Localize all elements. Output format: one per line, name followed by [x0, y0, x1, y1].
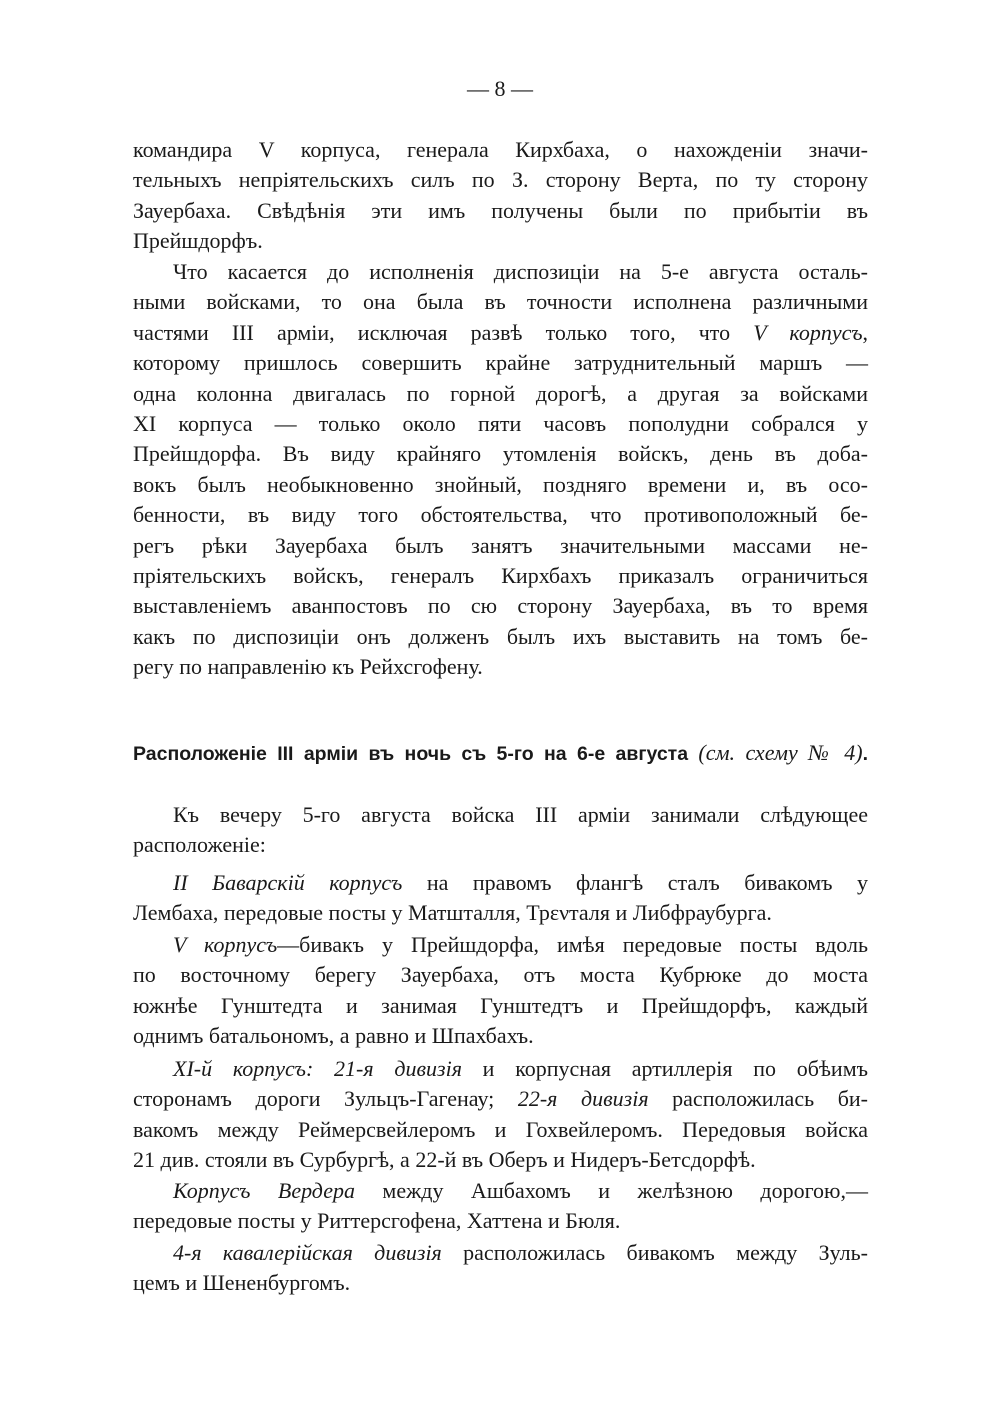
- italic-text: XI-й корпусъ: 21-я дивизія: [173, 1056, 462, 1081]
- text: регу по направленію къ Рейхсгофену.: [133, 654, 483, 680]
- text-line: [133, 257, 868, 287]
- text: регъ рѣки Зауербаха былъ занятъ значительными массами не-: [133, 532, 868, 558]
- text: и корпусная артиллерія по обѣимъ: [461, 1056, 868, 1081]
- text: передовые посты у Риттерсгофена, Хаттена и Бюля.: [133, 1208, 621, 1234]
- text: сторонамъ дороги Зульцъ-Гагенау;: [133, 1086, 518, 1112]
- text: Что касается до исполненія диспозиціи на 5-е августа осталь-: [173, 259, 868, 284]
- text-line: [133, 500, 868, 530]
- heading-text: Расположеніе III арміи въ ночь съ 5-го на 6-е августа: [133, 743, 699, 765]
- text: однимъ батальономъ, а равно и Шпахбахъ.: [133, 1023, 534, 1049]
- text-line: [133, 318, 868, 348]
- paragraph: [133, 800, 868, 861]
- text: расположеніе:: [133, 832, 266, 858]
- text-line: [133, 379, 868, 409]
- paragraph: [133, 1238, 868, 1299]
- text-line: [133, 898, 868, 928]
- italic-text: V корпусъ: [173, 932, 278, 957]
- text: бенности, въ виду того обстоятельства, что противоположный бе-: [133, 502, 868, 528]
- text-line: [133, 1268, 868, 1298]
- text: по восточному берегу Зауербаха, отъ моста Кубрюке до моста: [133, 962, 868, 988]
- text: которому пришлось совершить крайне затруднительный маршъ —: [133, 350, 868, 376]
- paragraph: [133, 1176, 868, 1237]
- italic-text: 22-я дивизія: [517, 1086, 649, 1112]
- text-line: [133, 930, 868, 960]
- section-heading: [133, 738, 868, 769]
- text: 21 див. стояли въ Сурбургѣ, а 22-й въ Оберъ и Нидеръ-Бетсдорфѣ.: [133, 1147, 756, 1173]
- text-line: [133, 1176, 868, 1206]
- text: Прейшдорфа. Въ виду крайняго утомленія войскъ, день въ доба-: [133, 441, 868, 467]
- paragraph: [133, 930, 868, 1052]
- text-line: [133, 409, 868, 439]
- text: расположилась бивакомъ между Зуль-: [441, 1240, 868, 1265]
- text: расположилась би-: [648, 1086, 868, 1112]
- text-line: [133, 196, 868, 226]
- text-line: [133, 830, 868, 860]
- text: —бивакъ у Прейшдорфа, имѣя передовые посты вдоль: [277, 932, 869, 957]
- paragraph: [133, 1054, 868, 1176]
- text: между Ашбахомъ и желѣзною дорогою,—: [354, 1178, 868, 1203]
- text-line: [133, 1021, 868, 1051]
- text: XI корпуса — только около пяти часовъ пополудни собрался у: [133, 410, 868, 436]
- text: какъ по диспозиціи онъ долженъ былъ ихъ выставить на томъ бе-: [133, 623, 868, 649]
- text-line: [133, 591, 868, 621]
- text-line: [133, 1145, 868, 1175]
- italic-text: II Баварскій корпусъ: [173, 870, 403, 895]
- paragraph: [133, 868, 868, 929]
- text: вакомъ между Реймерсвейлеромъ и Гохвейлеромъ. Передовыя войска: [133, 1116, 868, 1142]
- text: вокъ былъ необыкновенно знойный, поздняго времени и, въ осо-: [133, 471, 868, 497]
- italic-text: V корпусъ: [753, 319, 863, 345]
- text: цемъ и Шененбургомъ.: [133, 1270, 351, 1296]
- text: тельныхъ непріятельскихъ силъ по З. сторону Верта, по ту сторону: [133, 167, 868, 193]
- text-line: [133, 1054, 868, 1084]
- text-line: [133, 561, 868, 591]
- heading-period: .: [862, 743, 868, 765]
- text-line: [133, 348, 868, 378]
- text: выставленіемъ аванпостовъ по сю сторону Зауербаха, въ то время: [133, 593, 868, 619]
- text: одна колонна двигалась по горной дорогѣ, а другая за войсками: [133, 380, 868, 406]
- text: южнѣе Гунштедта и занимая Гунштедтъ и Прейшдорфъ, каждый: [133, 992, 868, 1018]
- text-line: [133, 1115, 868, 1145]
- text-line: [133, 960, 868, 990]
- paragraph: [133, 257, 868, 682]
- text-line: [133, 652, 868, 682]
- text: Прейшдорфъ.: [133, 228, 263, 254]
- italic-text: 4-я кавалерійская дивизія: [173, 1240, 442, 1265]
- italic-text: Корпусъ Вердера: [173, 1178, 355, 1203]
- heading-scheme-reference: (см. схему № 4): [698, 740, 863, 765]
- text-line: [133, 868, 868, 898]
- page-number: — 8 —: [467, 76, 533, 101]
- text: Лембаха, передовые посты у Матшталля, Трενталя и Либфраубурга.: [133, 900, 772, 926]
- paragraph: [133, 135, 868, 257]
- text: Зауербаха. Свѣдѣнія эти имъ получены были по прибытіи въ: [133, 197, 868, 223]
- text: Къ вечеру 5-го августа войска III арміи занимали слѣдующее: [173, 802, 868, 827]
- text-line: [133, 800, 868, 830]
- text-line: [133, 135, 868, 165]
- text: ,: [862, 319, 869, 345]
- text-line: [133, 165, 868, 195]
- text-line: [133, 991, 868, 1021]
- text-line: [133, 531, 868, 561]
- text-line: [133, 622, 868, 652]
- text-line: [133, 1238, 868, 1268]
- text-line: [133, 439, 868, 469]
- text-line: [133, 470, 868, 500]
- text-line: [133, 1206, 868, 1236]
- text: частями III арміи, исключая развѣ только того, что: [133, 319, 754, 345]
- text: на правомъ флангѣ сталъ бивакомъ у: [402, 870, 868, 895]
- text-line: [133, 226, 868, 256]
- text: командира V корпуса, генерала Кирхбаха, о нахожденіи значи-: [133, 137, 868, 162]
- text: ными войсками, то она была въ точности исполнена различными: [133, 289, 868, 315]
- text: пріятельскихъ войскъ, генералъ Кирхбахъ приказалъ ограничиться: [133, 562, 868, 588]
- text-line: [133, 287, 868, 317]
- text-line: [133, 1084, 868, 1114]
